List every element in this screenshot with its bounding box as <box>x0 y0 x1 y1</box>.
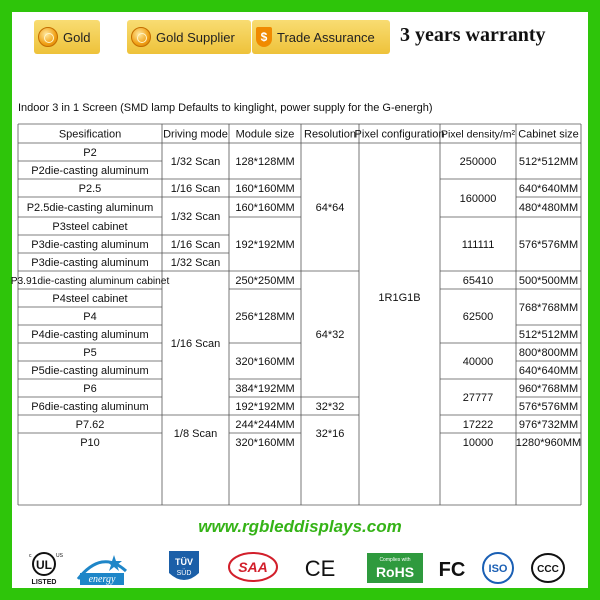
table-cell: 640*640MM <box>518 183 579 195</box>
energy-star-logo <box>74 549 130 587</box>
table-cell: 62500 <box>462 311 494 323</box>
table-cell: P3steel cabinet <box>52 221 128 233</box>
table-cell: 250*250MM <box>235 275 295 287</box>
table-cell: 111111 <box>461 239 495 251</box>
website-url: www.rgbleddisplays.com <box>198 517 402 536</box>
table-cell: P2.5die-casting aluminum <box>26 202 154 214</box>
table-cell: 480*480MM <box>518 202 579 214</box>
table-cell: 32*32 <box>315 401 345 413</box>
svg-text:c: c <box>29 553 32 559</box>
header-cell: Pixel configuration <box>354 128 445 141</box>
table-cell: 1/16 Scan <box>170 338 221 350</box>
table-cell: P3die-casting aluminum <box>31 257 149 269</box>
tuv-sud-logo <box>167 549 201 587</box>
header-cell: Pixel density/m² <box>440 128 516 141</box>
table-cell: 1/32 Scan <box>170 257 221 269</box>
table-cell: 320*160MM <box>235 356 295 368</box>
svg-text:energy: energy <box>88 574 116 585</box>
table-cell: 256*128MM <box>235 311 295 323</box>
table-cell: 1/16 Scan <box>170 239 221 251</box>
gold-label: Gold <box>63 29 91 45</box>
table-cell: 17222 <box>462 419 494 431</box>
svg-text:SAA: SAA <box>238 559 268 575</box>
table-cell: 384*192MM <box>235 383 295 395</box>
table-cell: 512*512MM <box>518 329 579 341</box>
table-cell: 27777 <box>462 392 494 404</box>
table-cell: 768*768MM <box>518 302 579 314</box>
table-cell: P3.91die-casting aluminum cabinet <box>10 276 170 287</box>
table-cell: P4die-casting aluminum <box>31 329 149 341</box>
table-cell: 40000 <box>462 356 494 368</box>
table-cell: 64*32 <box>315 329 345 341</box>
svg-text:CCC: CCC <box>537 564 559 575</box>
content-panel <box>12 12 588 588</box>
table-cell: 960*768MM <box>518 383 579 395</box>
trade-assurance-label: Trade Assurance <box>277 29 375 45</box>
table-cell: 64*64 <box>315 202 345 214</box>
table-cell: P2.5 <box>78 183 102 195</box>
table-cell: 128*128MM <box>235 156 295 168</box>
table-cell: P2die-casting aluminum <box>31 165 149 177</box>
gold-supplier-label: Gold Supplier <box>156 29 235 45</box>
certification-logos <box>12 547 588 592</box>
table-cell: 10000 <box>462 437 494 449</box>
svg-text:RoHS: RoHS <box>375 564 415 580</box>
table-cell: 800*800MM <box>518 347 579 359</box>
table-cell: P5 <box>83 347 97 359</box>
table-cell: P3die-casting aluminum <box>31 239 149 251</box>
warranty-text: 3 years warranty <box>400 24 546 46</box>
table-cell: P6die-casting aluminum <box>31 401 149 413</box>
table-cell: P7.62 <box>75 419 105 431</box>
table-cell: 1280*960MM <box>515 437 582 449</box>
svg-text:SÜD: SÜD <box>176 570 192 577</box>
table-cell: 244*244MM <box>235 419 295 431</box>
table-cell: 640*640MM <box>518 365 579 377</box>
table-cell: 192*192MM <box>235 401 295 413</box>
spec-table <box>12 12 588 512</box>
table-cell: 32*16 <box>315 428 345 440</box>
iso-logo <box>480 551 516 585</box>
fc-logo <box>432 551 472 585</box>
table-cell: P2 <box>83 147 97 159</box>
table-cell: 65410 <box>462 275 494 287</box>
svg-text:US: US <box>56 553 63 559</box>
header-cell: Driving mode <box>163 128 228 141</box>
table-cell: 192*192MM <box>235 239 295 251</box>
ccc-logo <box>530 551 566 585</box>
header-cell: Spesification <box>58 128 122 141</box>
table-caption: Indoor 3 in 1 Screen (SMD lamp Defaults to kinglight, power supply for the G-energh) <box>18 102 433 114</box>
table-cell: 320*160MM <box>235 437 295 449</box>
svg-text:FC: FC <box>438 559 466 581</box>
header-cell: Cabinet size <box>518 128 579 141</box>
table-cell: 576*576MM <box>518 401 579 413</box>
table-cell: P4 <box>83 311 97 323</box>
table-cell: 160000 <box>459 193 497 205</box>
shield-dollar-icon: $ <box>256 27 272 47</box>
ul-listed-logo <box>26 549 62 585</box>
rohs-logo <box>367 553 423 583</box>
table-cell: 1/8 Scan <box>173 428 218 440</box>
table-cell: P6 <box>83 383 97 395</box>
table-cell: 160*160MM <box>235 202 295 214</box>
svg-text:ISO: ISO <box>488 563 508 575</box>
ce-logo <box>302 551 338 585</box>
saa-approvals-logo <box>227 551 279 585</box>
table-cell: 512*512MM <box>518 156 579 168</box>
svg-text:UL: UL <box>36 558 52 572</box>
table-cell: 1R1G1B <box>378 292 421 304</box>
svg-text:TÜV: TÜV <box>175 557 193 567</box>
header-cell: Resolution <box>304 128 356 141</box>
table-cell: 1/16 Scan <box>170 183 221 195</box>
svg-text:Complies with: Complies with <box>379 557 411 563</box>
svg-text:LISTED: LISTED <box>31 579 57 586</box>
table-cell: 160*160MM <box>235 183 295 195</box>
svg-text:CE: CE <box>304 556 336 581</box>
table-cell: 576*576MM <box>518 239 579 251</box>
table-cell: 1/32 Scan <box>170 211 221 223</box>
header-cell: Module size <box>235 128 295 141</box>
table-cell: 500*500MM <box>518 275 579 287</box>
table-cell: P4steel cabinet <box>52 293 128 305</box>
table-cell: P5die-casting aluminum <box>31 365 149 377</box>
table-cell: 250000 <box>459 156 497 168</box>
table-cell: 1/32 Scan <box>170 156 221 168</box>
table-cell: 976*732MM <box>518 419 579 431</box>
table-cell: P10 <box>80 437 100 449</box>
